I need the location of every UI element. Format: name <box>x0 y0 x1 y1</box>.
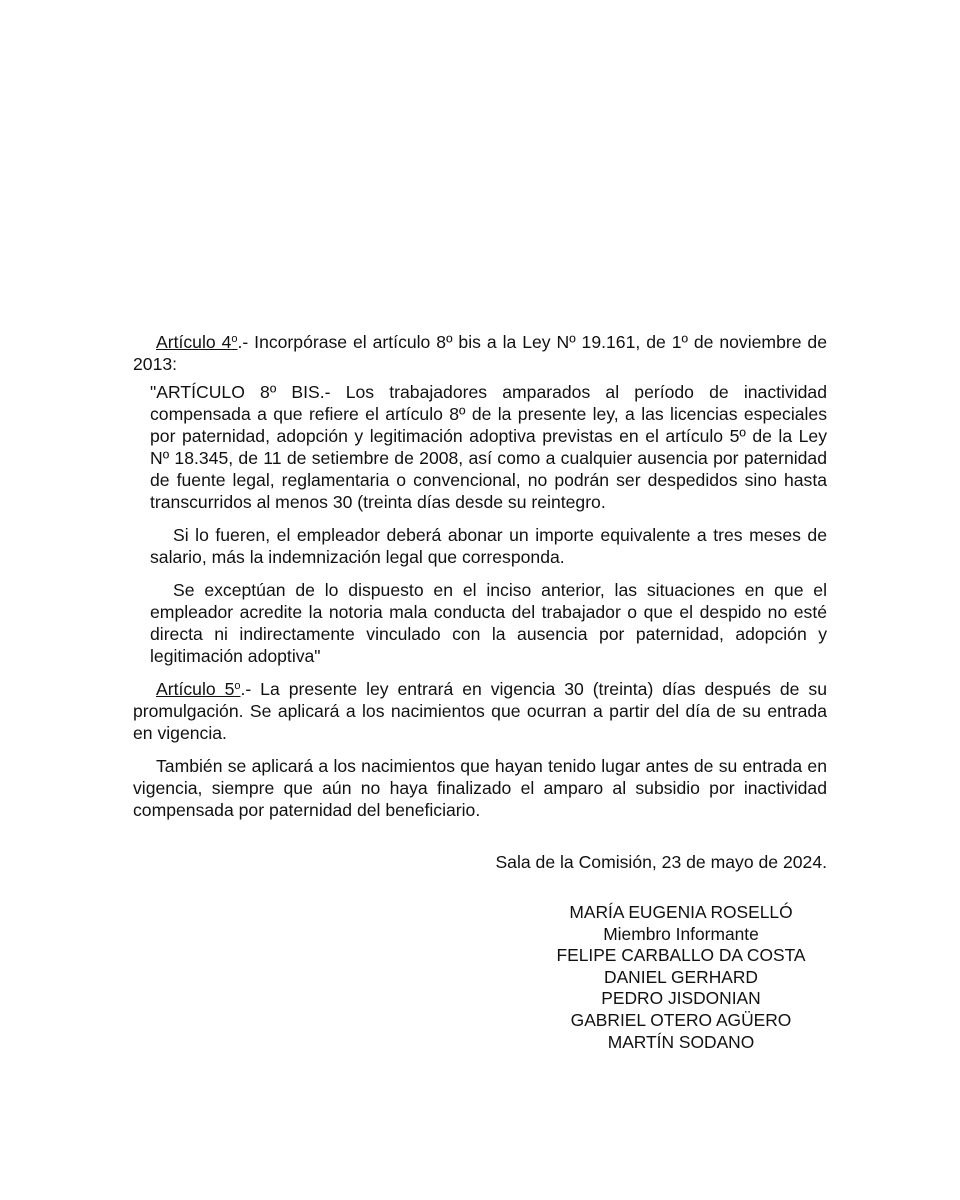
article-5-text: .- La presente ley entrará en vigencia 30 (treinta) días después de su promulgación. Se aplicará a los nacimientos que ocurran a partir del día de su entrada en vigencia. <box>133 679 827 743</box>
commission-date-line: Sala de la Comisión, 23 de mayo de 2024. <box>495 852 827 872</box>
document-body <box>133 331 827 821</box>
article-4-heading <box>156 332 238 352</box>
article-5-paragraph-2: También se aplicará a los nacimientos que hayan tenido lugar antes de su entrada en vigencia, siempre que aún no haya finalizado el amparo al subsidio por inactividad compensada por paternidad del beneficiario. <box>133 756 827 820</box>
article-4-intro <box>133 331 827 375</box>
signatories-block <box>500 902 862 1053</box>
signatory-name: GABRIEL OTERO AGÜERO <box>570 1009 792 1030</box>
quoted-article-block <box>150 381 827 667</box>
article-5-ordinal: o <box>234 680 241 692</box>
signatory-name: PEDRO JISDONIAN <box>601 988 761 1009</box>
quoted-article-paragraph-2: Si lo fueren, el empleador deberá abonar un importe equivalente a tres meses de salario, más la indemnización legal que corresponda. <box>150 525 827 567</box>
signatory-name: FELIPE CARBALLO DA COSTA <box>556 945 806 966</box>
quoted-article-paragraph-3: Se exceptúan de lo dispuesto en el inciso anterior, las situaciones en que el empleador acredite la notoria mala conducta del trabajador o que el despido no esté directa ni indirectamente vinculado con la ausencia por paternidad, adopción y legitimación adoptiva" <box>150 580 827 666</box>
signatory-name: MARÍA EUGENIA ROSELLÓ <box>569 902 793 922</box>
quoted-article-paragraph-1: "ARTÍCULO 8º BIS.- Los trabajadores amparados al período de inactividad compensada a que refiere el artículo 8º de la presente ley, a las licencias especiales por paternidad, adopción y legitimación adoptiva previstas en el artículo 5º de la Ley Nº 18.345, de 11 de setiembre de 2008, así como a cualquier ausencia por paternidad de fuente legal, reglamentaria o convencional, no podrán ser despedidos sino hasta transcurridos al menos 30 (treinta días desde su reintegro. <box>150 382 827 512</box>
signatory-name: MARTÍN SODANO <box>607 1031 755 1052</box>
article-5-heading <box>156 679 241 699</box>
article-5-paragraph <box>133 678 827 744</box>
signatory-role: Miembro Informante <box>603 923 759 944</box>
article-5-label: Artículo 5 <box>156 679 235 699</box>
article-4-ordinal: o <box>231 333 238 345</box>
signatory-name: DANIEL GERHARD <box>604 966 758 987</box>
article-4-intro-text: .- Incorpórase el artículo 8º bis a la Ley Nº 19.161, de 1º de noviembre de 2013: <box>133 332 827 374</box>
article-4-label: Artículo 4 <box>156 332 232 352</box>
